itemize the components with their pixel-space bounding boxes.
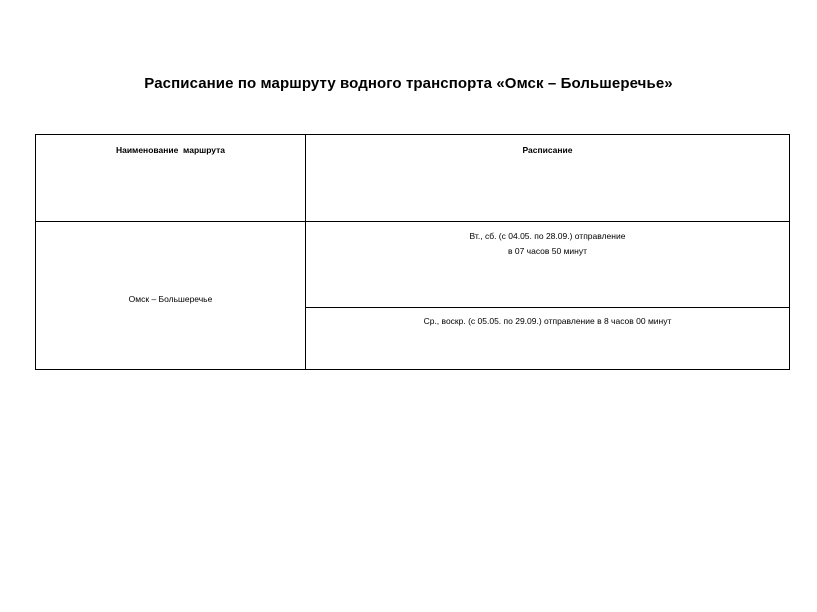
schedule-line: Ср., воскр. (с 05.05. по 29.09.) отправление в 8 часов 00 минут (423, 316, 672, 326)
schedule-table (35, 134, 790, 370)
schedule-cell-wed-sun (306, 308, 790, 370)
schedule-cell-tue-sat (306, 222, 790, 308)
route-column-header-label: Наименование маршрута (115, 145, 226, 155)
schedule-line: Вт., сб. (с 04.05. по 28.09.) отправление (469, 231, 626, 241)
route-column-header (36, 135, 306, 222)
schedule-column-header-label: Расписание (522, 145, 573, 155)
table-header-row (36, 135, 790, 222)
page-title: Расписание по маршруту водного транспорта «Омск – Большеречье» (144, 75, 673, 92)
schedule-column-header (306, 135, 790, 222)
route-name-cell (36, 222, 306, 370)
table-row (36, 222, 790, 308)
route-name: Омск – Большеречье (128, 293, 213, 304)
schedule-line: в 07 часов 50 минут (507, 246, 588, 256)
